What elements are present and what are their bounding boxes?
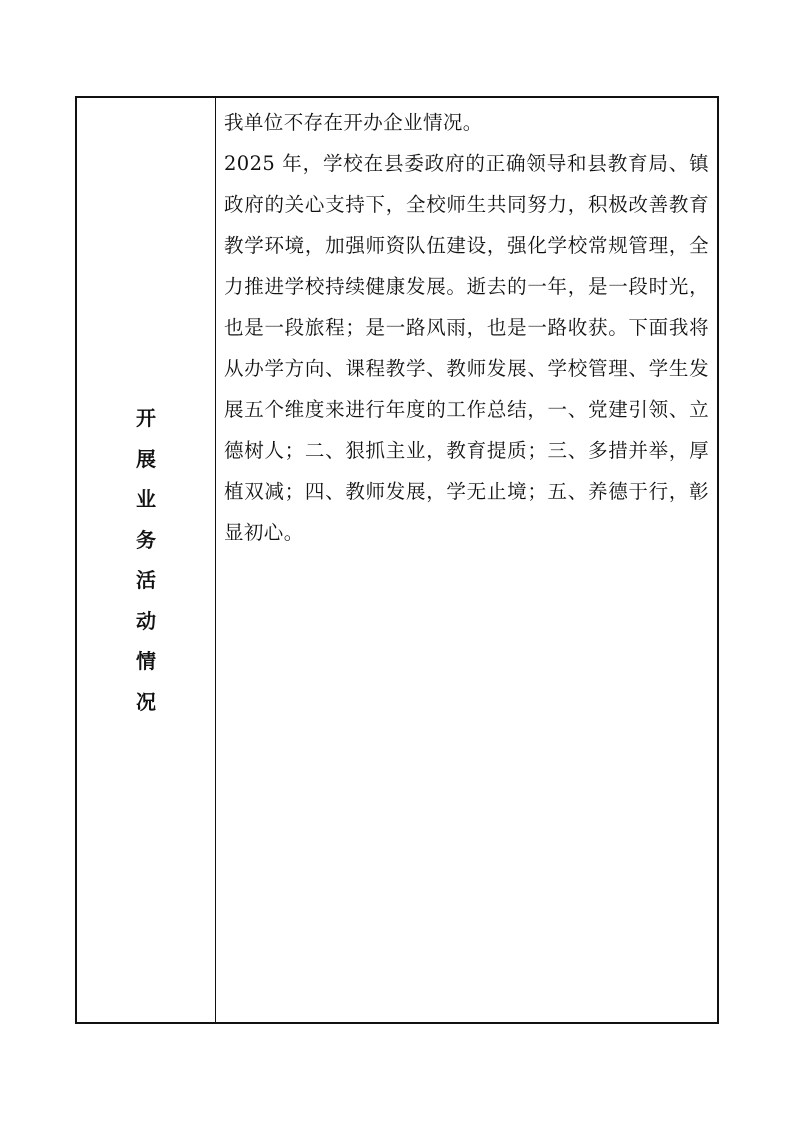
content-paragraph-enterprise: 我单位不存在开办企业情况。 bbox=[224, 111, 483, 134]
content-paragraph-summary: 2025 年，学校在县委政府的正确领导和县教育局、镇政府的关心支持下，全校师生共同努力，积极改善教育教学环境，加强师资队伍建设，强化学校常规管理，全力推进学校持续健康发展。逝去的一年，是一段时光，也是一段旅程；是一路风雨，也是一路收获。下面我将从办学方向、课程教学、教师发展、学校管理、学生发展五个维度来进行年度的工作总结，一、党建引领、立德树人；二、狠抓主业，教育提质；三、多措并举，厚植双减；四、教师发展，学无止境；五、养德于行，彰显初心。 bbox=[224, 152, 709, 544]
section-label-char: 务 bbox=[136, 527, 156, 552]
section-label-char: 业 bbox=[136, 487, 156, 511]
section-label-char: 展 bbox=[136, 446, 156, 471]
section-label-char: 情 bbox=[136, 649, 156, 673]
section-label-char: 况 bbox=[136, 689, 156, 714]
section-label-char: 动 bbox=[136, 608, 156, 633]
section-label-char: 开 bbox=[136, 406, 156, 430]
section-label-char: 活 bbox=[136, 568, 156, 592]
section-label-column bbox=[77, 98, 216, 1022]
content-cell bbox=[216, 98, 717, 1022]
report-table bbox=[75, 96, 719, 1024]
